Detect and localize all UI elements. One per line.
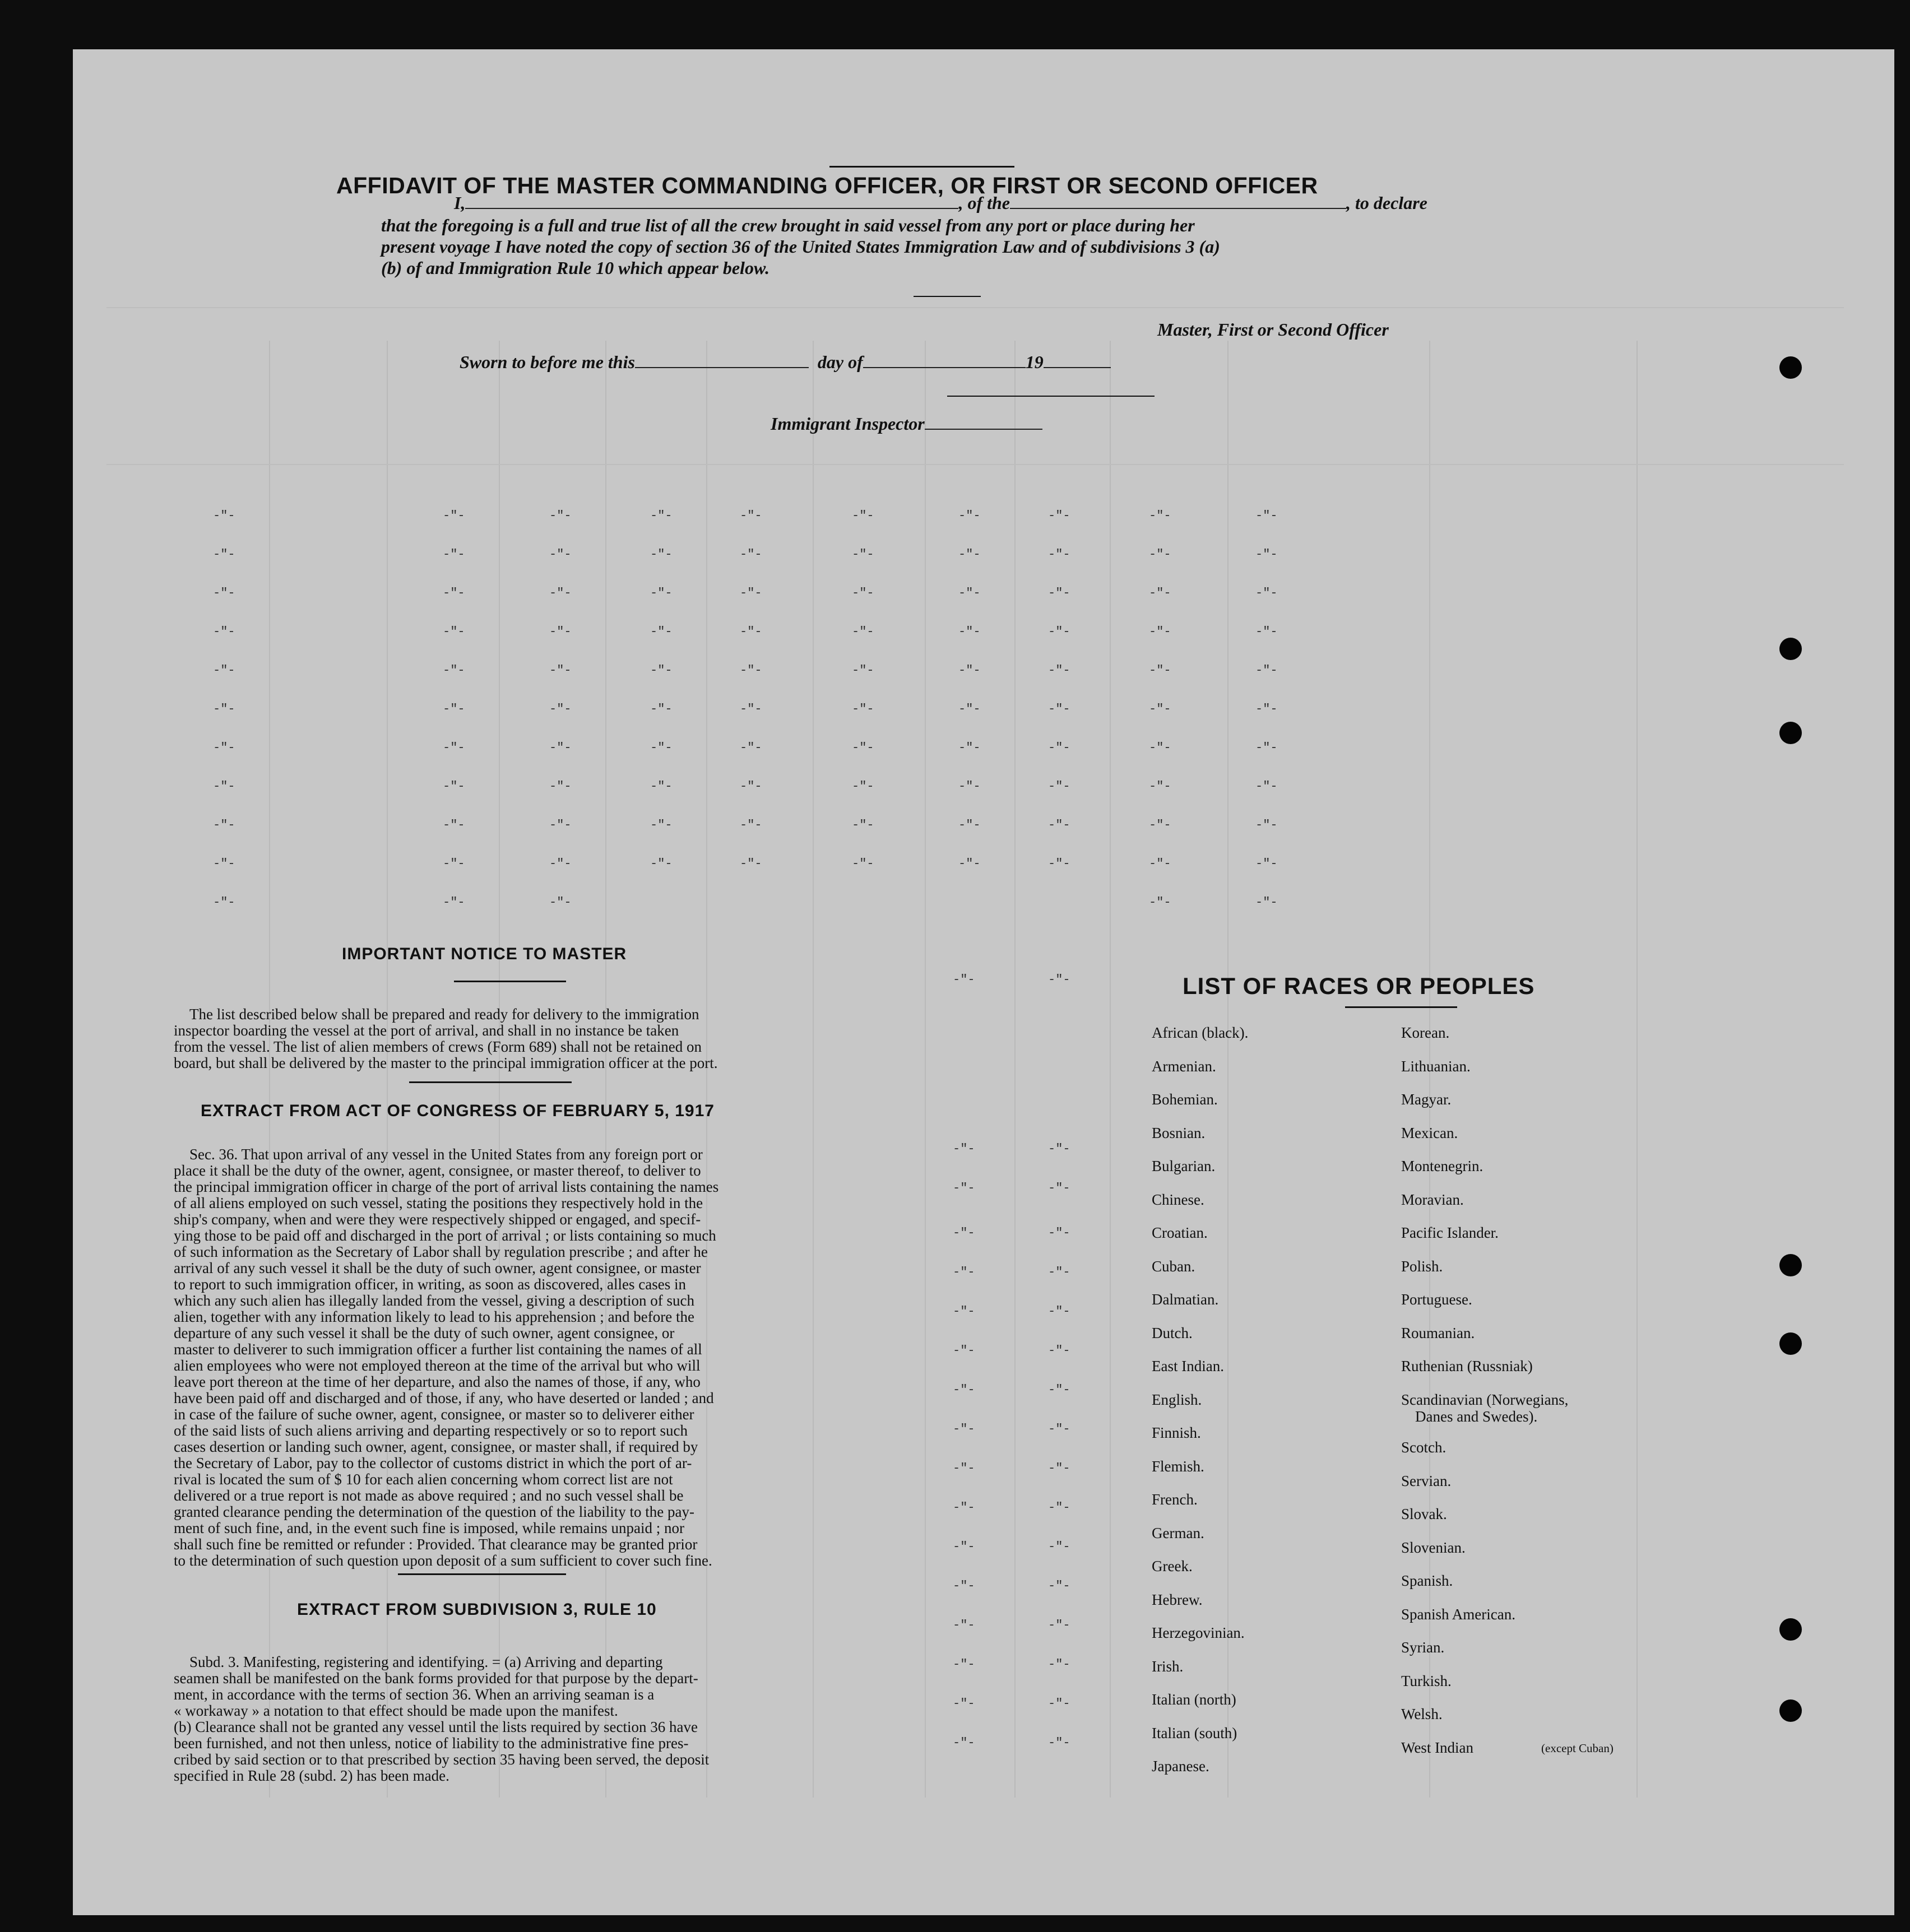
- ditto-mark: -"-: [953, 1344, 975, 1358]
- race-item: Cuban.: [1152, 1257, 1195, 1275]
- ditto-mark: -"-: [1149, 741, 1171, 755]
- ditto-mark: -"-: [549, 818, 572, 832]
- race-item: Flemish.: [1152, 1457, 1204, 1475]
- ditto-mark: -"-: [213, 547, 235, 561]
- ditto-mark: -"-: [213, 625, 235, 639]
- ditto-mark: -"-: [1048, 1226, 1070, 1240]
- ghost-column-line: [1227, 341, 1228, 1798]
- ditto-mark: -"-: [953, 1422, 975, 1436]
- ditto-mark: -"-: [549, 509, 572, 523]
- races-heading: LIST OF RACES OR PEOPLES: [1183, 973, 1535, 999]
- sworn-line: [460, 352, 1111, 373]
- ditto-mark: -"-: [213, 702, 235, 716]
- race-item: Bulgarian.: [1152, 1158, 1216, 1174]
- ditto-mark: -"-: [852, 741, 874, 755]
- ditto-mark: -"-: [1048, 1181, 1070, 1195]
- race-item: Roumanian.: [1401, 1324, 1475, 1341]
- text-line: leave port thereon at the time of her departure, and also the names of those, if any, who: [174, 1373, 701, 1390]
- text-line: have been paid off and discharged and of those, if any, who have deserted or landed ; and: [174, 1390, 714, 1406]
- race-item: Pacific Islander.: [1401, 1224, 1499, 1241]
- ditto-mark: -"-: [1048, 586, 1070, 600]
- ditto-mark: -"-: [549, 702, 572, 716]
- ditto-mark: -"-: [852, 818, 874, 832]
- text-line: to the determination of such question upon deposit of a sum sufficient to cover such fine.: [174, 1552, 712, 1569]
- ditto-mark: -"-: [953, 1540, 975, 1554]
- ditto-mark: -"-: [1255, 702, 1278, 716]
- ditto-mark: -"-: [953, 1181, 975, 1195]
- ditto-mark: -"-: [1048, 1265, 1070, 1279]
- race-item: Magyar.: [1401, 1091, 1452, 1108]
- notice-bottom-rule: [409, 1081, 572, 1083]
- ditto-mark: -"-: [443, 547, 465, 561]
- ditto-mark: -"-: [1048, 818, 1070, 832]
- master-signature-label: Master, First or Second Officer: [1157, 319, 1389, 340]
- text-line: board, but shall be delivered by the master to the principal immigration officer at the port.: [174, 1055, 718, 1071]
- text-line: ment, in accordance with the terms of section 36. When an arriving seaman is a: [174, 1686, 655, 1703]
- ditto-mark: -"-: [1255, 779, 1278, 793]
- ditto-mark: -"-: [443, 663, 465, 677]
- race-item: Moravian.: [1401, 1191, 1464, 1208]
- ditto-mark: -"-: [1048, 741, 1070, 755]
- punch-hole: [1779, 1699, 1802, 1722]
- ditto-mark: -"-: [443, 857, 465, 871]
- text-line: seamen shall be manifested on the bank forms provided for that purpose by the depart-: [174, 1670, 698, 1687]
- ditto-mark: -"-: [213, 779, 235, 793]
- punch-hole: [1779, 638, 1802, 660]
- text-line: of such information as the Secretary of Labor shall by regulation prescribe ; and after he: [174, 1243, 708, 1260]
- ditto-mark: -"-: [852, 625, 874, 639]
- race-item: Greek.: [1152, 1558, 1193, 1575]
- text-line: arrival of any such vessel it shall be the duty of such owner, agent consignee, or master: [174, 1260, 701, 1276]
- ditto-mark: -"-: [650, 857, 673, 871]
- ghost-row-line: [106, 464, 1844, 465]
- punch-hole: [1779, 356, 1802, 379]
- race-item: Chinese.: [1152, 1191, 1204, 1208]
- inspector-line: [771, 414, 1042, 434]
- ditto-mark: -"-: [852, 702, 874, 716]
- race-item: Syrian.: [1401, 1639, 1445, 1656]
- notice-heading: IMPORTANT NOTICE TO MASTER: [342, 945, 627, 963]
- ditto-mark: -"-: [740, 547, 762, 561]
- ditto-mark: -"-: [740, 818, 762, 832]
- race-item: Turkish.: [1401, 1672, 1452, 1689]
- act-extract-heading: EXTRACT FROM ACT OF CONGRESS OF FEBRUARY 5, 1917: [201, 1102, 715, 1120]
- race-item: Lithuanian.: [1401, 1057, 1471, 1075]
- form-page: [73, 49, 1894, 1915]
- ditto-mark: -"-: [443, 818, 465, 832]
- declare-label: , to declare: [1346, 193, 1427, 213]
- ditto-mark: -"-: [958, 663, 981, 677]
- ditto-mark: -"-: [1048, 1657, 1070, 1671]
- affidavit-line-3: present voyage I have noted the copy of section 36 of the United States Immigration Law and of subdivisions 3 (a): [381, 236, 1220, 257]
- race-item: Bohemian.: [1152, 1091, 1218, 1108]
- text-line: the principal immigration officer in charge of the port of arrival lists containing the names: [174, 1178, 719, 1195]
- race-item: Spanish.: [1401, 1572, 1453, 1589]
- title-rule: [829, 166, 1014, 168]
- race-item: Mexican.: [1401, 1124, 1458, 1141]
- ditto-mark: -"-: [852, 663, 874, 677]
- ditto-mark: -"-: [1048, 625, 1070, 639]
- ditto-mark: -"-: [958, 509, 981, 523]
- text-line: place it shall be the duty of the owner, agent, consignee, or master thereof, to deliver to: [174, 1162, 701, 1179]
- ditto-mark: -"-: [213, 741, 235, 755]
- ditto-mark: -"-: [1048, 1304, 1070, 1318]
- punch-hole: [1779, 1618, 1802, 1641]
- race-item: Italian (north): [1152, 1691, 1236, 1708]
- ditto-mark: -"-: [740, 779, 762, 793]
- ditto-mark: -"-: [549, 663, 572, 677]
- race-item: Dutch.: [1152, 1324, 1193, 1341]
- ditto-mark: -"-: [953, 1304, 975, 1318]
- text-line: cases desertion or landing such owner, agent, consignee, or master shall, if required by: [174, 1438, 698, 1455]
- text-line: The list described below shall be prepared and ready for delivery to the immigration: [189, 1006, 699, 1023]
- text-line: to report to such immigration officer, in writing, as soon as discovered, alles cases in: [174, 1276, 686, 1293]
- declarant-label: I,: [454, 193, 466, 213]
- ditto-mark: -"-: [443, 625, 465, 639]
- ditto-mark: -"-: [740, 663, 762, 677]
- race-item: Scotch.: [1401, 1439, 1447, 1456]
- text-line: granted clearance pending the determination of the question of the liability to the pay-: [174, 1503, 694, 1520]
- ditto-mark: -"-: [650, 702, 673, 716]
- text-line: cribed by said section or to that prescribed by section 35 having been served, the deposit: [174, 1751, 710, 1768]
- ditto-mark: -"-: [213, 586, 235, 600]
- affidavit-line-4: (b) of and Immigration Rule 10 which appear below.: [381, 258, 770, 278]
- race-item: Ruthenian (Russniak): [1401, 1358, 1533, 1374]
- ditto-mark: -"-: [549, 779, 572, 793]
- year-prefix: 19: [1025, 352, 1044, 372]
- day-of-label: day of: [817, 352, 863, 372]
- ditto-mark: -"-: [958, 857, 981, 871]
- ditto-mark: -"-: [740, 857, 762, 871]
- race-item: Herzegovinian.: [1152, 1624, 1245, 1641]
- ditto-mark: -"-: [1048, 547, 1070, 561]
- ditto-mark: -"-: [650, 741, 673, 755]
- ditto-mark: -"-: [852, 547, 874, 561]
- text-line: of the said lists of such aliens arriving and departing respectively or so to report such: [174, 1422, 688, 1439]
- text-line: alien, together with any information likely to lead to his apprehension ; and before the: [174, 1308, 694, 1325]
- ghost-column-line: [1014, 341, 1016, 1798]
- ditto-mark: -"-: [1048, 1142, 1070, 1156]
- race-item: Polish.: [1401, 1257, 1443, 1275]
- race-item: Italian (south): [1152, 1724, 1237, 1741]
- ditto-mark: -"-: [549, 857, 572, 871]
- ditto-mark: -"-: [953, 1265, 975, 1279]
- ditto-mark: -"-: [740, 741, 762, 755]
- ditto-mark: -"-: [650, 779, 673, 793]
- ditto-mark: -"-: [443, 741, 465, 755]
- ditto-mark: -"-: [213, 818, 235, 832]
- declarant-name-field[interactable]: [465, 208, 958, 209]
- text-line: the Secretary of Labor, pay to the collector of customs district in which the port of ar-: [174, 1455, 692, 1471]
- ditto-mark: -"-: [953, 1461, 975, 1475]
- race-item: Japanese.: [1152, 1758, 1209, 1775]
- text-line: of all aliens employed on such vessel, stating the positions they respectively hold in the: [174, 1195, 703, 1211]
- ditto-mark: -"-: [213, 509, 235, 523]
- text-line: which any such alien has illegally landed from the vessel, giving a description of such: [174, 1292, 695, 1309]
- punch-hole: [1779, 1332, 1802, 1355]
- ditto-mark: -"-: [1255, 741, 1278, 755]
- text-line: inspector boarding the vessel at the port of arrival, and shall in no instance be taken: [174, 1022, 679, 1039]
- ditto-mark: -"-: [650, 586, 673, 600]
- ditto-mark: -"-: [1048, 1736, 1070, 1750]
- ghost-column-line: [925, 341, 926, 1798]
- ditto-mark: -"-: [549, 547, 572, 561]
- ditto-mark: -"-: [953, 973, 975, 987]
- ditto-mark: -"-: [1255, 509, 1278, 523]
- ditto-mark: -"-: [1048, 1461, 1070, 1475]
- ditto-mark: -"-: [1255, 547, 1278, 561]
- text-line: shall such fine be remitted or refunder : Provided. That clearance may be granted prior: [174, 1536, 698, 1553]
- ditto-mark: -"-: [1048, 973, 1070, 987]
- race-item: French.: [1152, 1491, 1198, 1508]
- race-item: English.: [1152, 1391, 1202, 1408]
- race-item: German.: [1152, 1524, 1204, 1541]
- race-item: Slovak.: [1401, 1506, 1447, 1522]
- race-item: Slovenian.: [1401, 1539, 1466, 1556]
- ditto-mark: -"-: [1048, 509, 1070, 523]
- ditto-mark: -"-: [958, 547, 981, 561]
- ditto-mark: -"-: [740, 702, 762, 716]
- year-field[interactable]: [1044, 367, 1111, 368]
- race-item-continuation: Danes and Swedes).: [1415, 1408, 1538, 1425]
- ditto-mark: -"-: [1149, 779, 1171, 793]
- ditto-mark: -"-: [953, 1226, 975, 1240]
- text-line: ying those to be paid off and discharged in the port of arrival ; or lists containing so much: [174, 1227, 716, 1244]
- ditto-mark: -"-: [958, 586, 981, 600]
- ditto-mark: -"-: [958, 741, 981, 755]
- inspector-sign-rule: [947, 396, 1155, 397]
- scan-border: [0, 0, 1910, 49]
- text-line: alien employees who were not employed thereon at the time of the arrival but who will: [174, 1357, 701, 1374]
- ditto-mark: -"-: [1149, 857, 1171, 871]
- ditto-mark: -"-: [958, 818, 981, 832]
- ditto-mark: -"-: [650, 625, 673, 639]
- ditto-mark: -"-: [958, 702, 981, 716]
- ditto-mark: -"-: [740, 625, 762, 639]
- race-item: Bosnian.: [1152, 1124, 1206, 1141]
- short-rule: [914, 296, 981, 297]
- race-item: Spanish American.: [1401, 1605, 1515, 1623]
- ditto-mark: -"-: [740, 586, 762, 600]
- ditto-mark: -"-: [443, 779, 465, 793]
- ditto-mark: -"-: [1048, 1422, 1070, 1436]
- ditto-mark: -"-: [1149, 818, 1171, 832]
- text-line: Subd. 3. Manifesting, registering and identifying. = (a) Arriving and departing: [189, 1654, 663, 1670]
- inspector-label: Immigrant Inspector: [771, 414, 925, 434]
- race-note: (except Cuban): [1541, 1741, 1614, 1755]
- ditto-mark: -"-: [958, 779, 981, 793]
- ditto-mark: -"-: [213, 857, 235, 871]
- ditto-mark: -"-: [1048, 1383, 1070, 1397]
- ditto-mark: -"-: [1255, 625, 1278, 639]
- ditto-mark: -"-: [443, 586, 465, 600]
- text-line: rival is located the sum of $ 10 for each alien concerning whom correct list are not: [174, 1471, 673, 1488]
- text-line: specified in Rule 28 (subd. 2) has been made.: [174, 1767, 449, 1784]
- ghost-column-line: [1637, 341, 1638, 1798]
- ditto-mark: -"-: [953, 1736, 975, 1750]
- ditto-mark: -"-: [953, 1142, 975, 1156]
- ditto-mark: -"-: [1149, 509, 1171, 523]
- race-item: Dalmatian.: [1152, 1291, 1219, 1308]
- ditto-mark: -"-: [1255, 857, 1278, 871]
- race-item: West Indian: [1401, 1739, 1474, 1756]
- ditto-mark: -"-: [852, 586, 874, 600]
- text-line: Sec. 36. That upon arrival of any vessel in the United States from any foreign port or: [189, 1146, 703, 1163]
- race-item: Servian.: [1401, 1472, 1452, 1489]
- text-line: departure of any such vessel it shall be the duty of such owner, agent consignee, or: [174, 1325, 675, 1341]
- ditto-mark: -"-: [549, 741, 572, 755]
- ditto-mark: -"-: [1255, 586, 1278, 600]
- affidavit-line-2: that the foregoing is a full and true list of all the crew brought in said vessel from any port or place during her: [381, 215, 1195, 235]
- text-line: from the vessel. The list of alien members of crews (Form 689) shall not be retained on: [174, 1038, 702, 1055]
- affidavit-title: AFFIDAVIT OF THE MASTER COMMANDING OFFICER, OR FIRST OR SECOND OFFICER: [336, 173, 1318, 198]
- race-item: Armenian.: [1152, 1057, 1216, 1075]
- text-line: ship's company, when and were they were respectively shipped or engaged, and specif-: [174, 1211, 701, 1228]
- race-item: Korean.: [1401, 1024, 1450, 1041]
- race-item: Scandinavian (Norwegians,: [1401, 1391, 1569, 1408]
- race-item: Portuguese.: [1401, 1291, 1472, 1308]
- affidavit-line-1: [454, 193, 1427, 213]
- ditto-mark: -"-: [1048, 1501, 1070, 1515]
- ditto-mark: -"-: [213, 663, 235, 677]
- notice-rule: [454, 981, 566, 982]
- ditto-mark: -"-: [650, 818, 673, 832]
- ditto-mark: -"-: [1149, 702, 1171, 716]
- ditto-mark: -"-: [443, 895, 465, 909]
- text-line: in case of the failure of suche owner, agent, consignee, or master so to deliverer either: [174, 1406, 694, 1423]
- rule-extract-heading: EXTRACT FROM SUBDIVISION 3, RULE 10: [297, 1600, 657, 1619]
- race-item: Croatian.: [1152, 1224, 1208, 1241]
- ditto-mark: -"-: [1149, 895, 1171, 909]
- ditto-mark: -"-: [1149, 625, 1171, 639]
- race-item: Welsh.: [1401, 1706, 1443, 1722]
- text-line: « workaway » a notation to that effect should be made upon the manifest.: [174, 1702, 618, 1719]
- ditto-mark: -"-: [953, 1697, 975, 1711]
- rule-extract-text: [174, 1654, 846, 1784]
- text-line: ment of such fine, and, in the event such fine is imposed, while remains unpaid ; nor: [174, 1520, 685, 1536]
- ditto-mark: -"-: [443, 509, 465, 523]
- ditto-mark: -"-: [740, 509, 762, 523]
- ditto-mark: -"-: [852, 857, 874, 871]
- sworn-label: Sworn to before me this: [460, 352, 635, 372]
- race-item: East Indian.: [1152, 1358, 1224, 1374]
- ditto-mark: -"-: [1149, 586, 1171, 600]
- ditto-mark: -"-: [1048, 1579, 1070, 1593]
- race-item: Finnish.: [1152, 1424, 1201, 1441]
- sworn-day-field[interactable]: [635, 367, 809, 368]
- ditto-mark: -"-: [1255, 663, 1278, 677]
- ditto-mark: -"-: [953, 1618, 975, 1632]
- ditto-mark: -"-: [953, 1501, 975, 1515]
- ditto-mark: -"-: [953, 1383, 975, 1397]
- inspector-signature-field[interactable]: [925, 429, 1042, 430]
- race-item: African (black).: [1152, 1024, 1249, 1041]
- race-item: Montenegrin.: [1401, 1158, 1484, 1174]
- ditto-mark: -"-: [1048, 1540, 1070, 1554]
- ditto-mark: -"-: [549, 586, 572, 600]
- ditto-mark: -"-: [650, 663, 673, 677]
- text-line: delivered or a true report is not made as above required ; and no such vessel shall be: [174, 1487, 684, 1504]
- ghost-row-line: [106, 307, 1844, 308]
- act-extract-text: [174, 1146, 846, 1569]
- ditto-mark: -"-: [443, 702, 465, 716]
- race-item: Hebrew.: [1152, 1591, 1203, 1608]
- act-bottom-rule: [398, 1573, 566, 1575]
- races-rule: [1345, 1006, 1457, 1008]
- vessel-name-field[interactable]: [1010, 208, 1346, 209]
- notice-text: [174, 1006, 846, 1071]
- text-line: (b) Clearance shall not be granted any vessel until the lists required by section 36 have: [174, 1719, 698, 1735]
- ditto-mark: -"-: [958, 625, 981, 639]
- ditto-mark: -"-: [650, 509, 673, 523]
- ditto-mark: -"-: [1149, 663, 1171, 677]
- text-line: master to deliverer to such immigration officer a further list containing the names of all: [174, 1341, 702, 1358]
- punch-hole: [1779, 722, 1802, 744]
- punch-hole: [1779, 1254, 1802, 1276]
- ditto-mark: -"-: [1048, 1344, 1070, 1358]
- text-line: been furnished, and not then unless, notice of liability to the administrative fine pres-: [174, 1735, 689, 1752]
- race-item: Irish.: [1152, 1657, 1184, 1675]
- ditto-mark: -"-: [1149, 547, 1171, 561]
- ghost-column-line: [1110, 341, 1111, 1798]
- ditto-mark: -"-: [1048, 663, 1070, 677]
- ditto-mark: -"-: [1048, 857, 1070, 871]
- ditto-mark: -"-: [953, 1579, 975, 1593]
- ditto-mark: -"-: [1048, 1618, 1070, 1632]
- ditto-mark: -"-: [1048, 702, 1070, 716]
- ditto-mark: -"-: [1048, 1697, 1070, 1711]
- ditto-mark: -"-: [549, 625, 572, 639]
- ditto-mark: -"-: [953, 1657, 975, 1671]
- ditto-mark: -"-: [852, 779, 874, 793]
- ditto-mark: -"-: [650, 547, 673, 561]
- ditto-mark: -"-: [1048, 779, 1070, 793]
- ditto-mark: -"-: [1255, 818, 1278, 832]
- month-field[interactable]: [863, 367, 1026, 368]
- vessel-label: , of the: [958, 193, 1010, 213]
- ditto-mark: -"-: [213, 895, 235, 909]
- ditto-mark: -"-: [1255, 895, 1278, 909]
- ditto-mark: -"-: [549, 895, 572, 909]
- ditto-mark: -"-: [852, 509, 874, 523]
